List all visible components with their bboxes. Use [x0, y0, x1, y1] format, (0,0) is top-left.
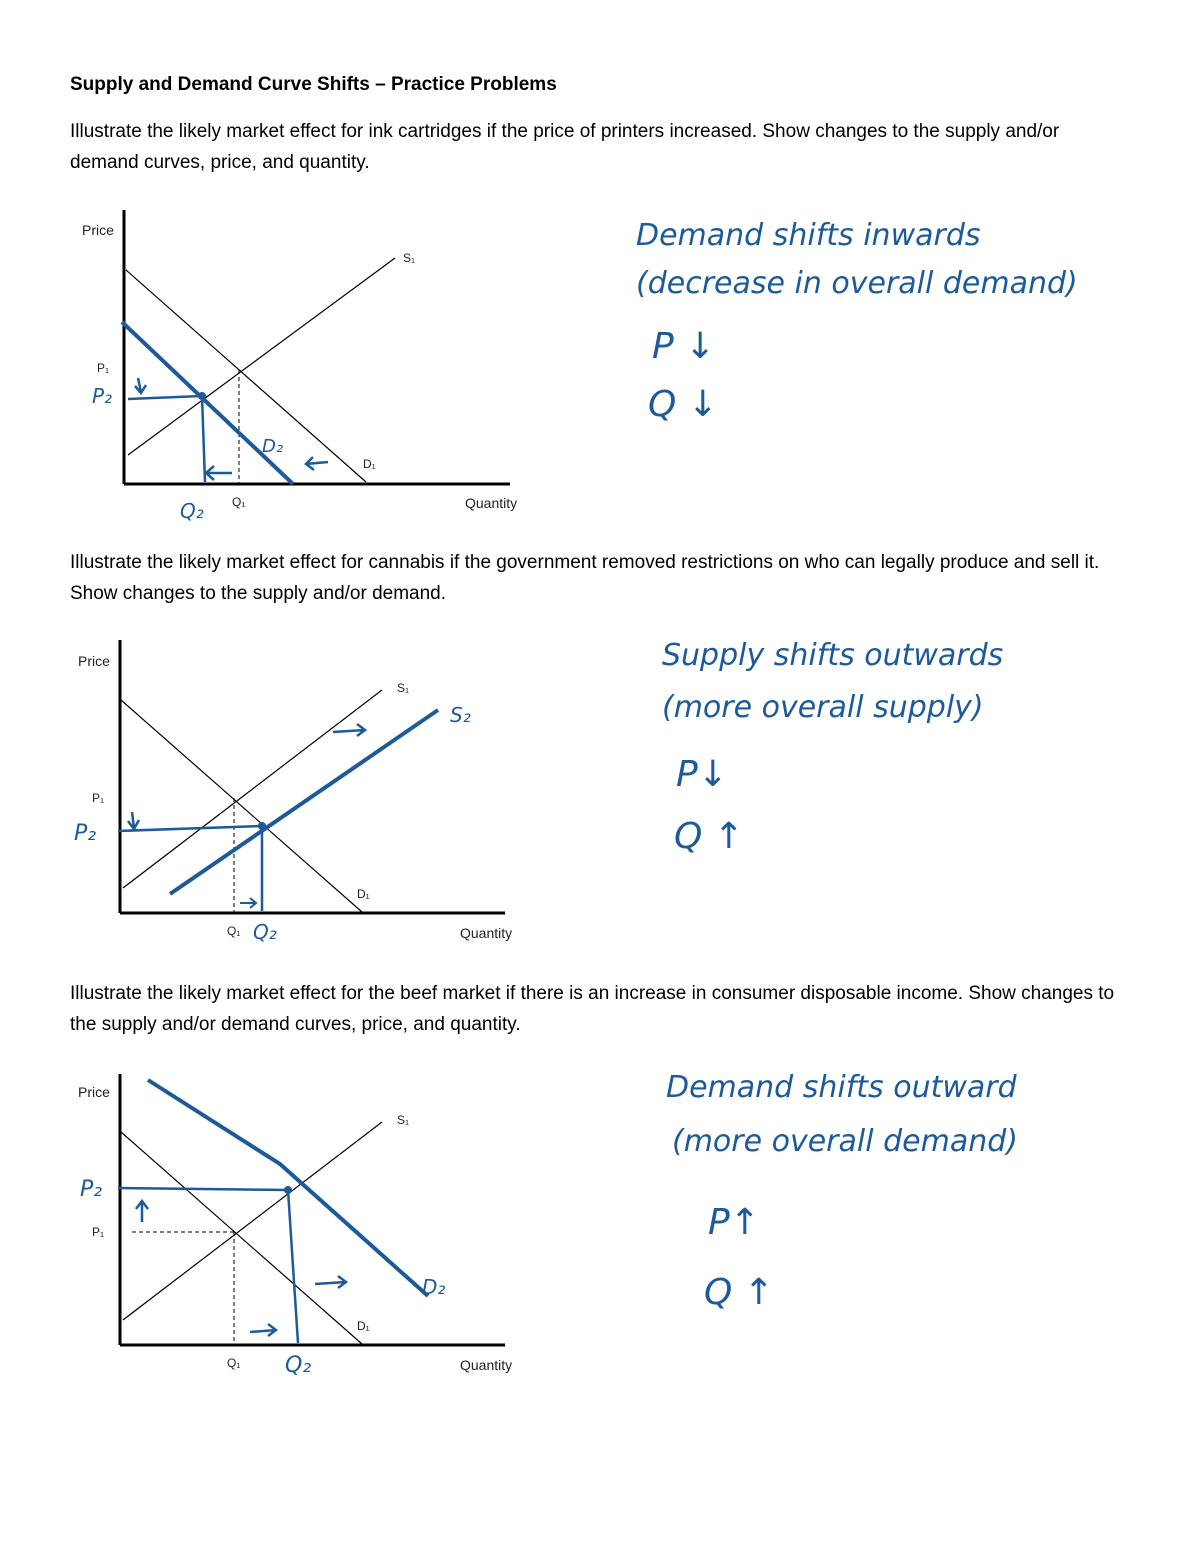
s2-handwritten-label: S₂ — [450, 703, 471, 727]
answer-1-quantity-effect: Q ↓ — [648, 384, 718, 425]
arrow-left-icon — [306, 457, 328, 470]
q2-handwritten-label: Q₂ — [253, 920, 277, 944]
p1-label: P₁ — [97, 361, 110, 375]
page-title: Supply and Demand Curve Shifts – Practice Problems — [70, 74, 557, 95]
p1-label: P₁ — [92, 1225, 105, 1239]
answer-1-line-1: Demand shifts inwards — [636, 218, 981, 253]
arrow-right-icon — [240, 898, 256, 908]
supply-curve-s1 — [123, 690, 382, 888]
demand-label: D₁ — [357, 1319, 370, 1333]
p2-line — [118, 1188, 288, 1190]
arrow-right-icon — [250, 1324, 276, 1336]
q1-label: Q₁ — [227, 924, 241, 938]
p2-line — [128, 396, 202, 399]
question-3: Illustrate the likely market effect for the beef market if there is an increase in consumer disposable income. Show changes to the supply and/or demand curves, price, and quantity. — [70, 983, 1115, 1035]
arrow-down-icon — [128, 812, 139, 829]
arrow-right-icon — [333, 724, 365, 736]
arrow-down-icon — [135, 378, 146, 393]
supply-label: S₁ — [403, 251, 416, 265]
arrow-right-icon — [315, 1276, 346, 1288]
answer-3-quantity-effect: Q ↑ — [704, 1272, 774, 1313]
y-axis-label: Price — [82, 222, 114, 238]
new-equilibrium-point — [258, 822, 266, 830]
answer-2-line-2: (more overall supply) — [662, 690, 984, 725]
q1-label: Q₁ — [232, 495, 246, 509]
new-equilibrium-point — [284, 1186, 292, 1194]
demand-curve-d1 — [121, 700, 362, 912]
question-2: Illustrate the likely market effect for cannabis if the government removed restrictions on who can legally produce and sell it. Show changes to the supply and/or demand. — [70, 552, 1100, 604]
demand-label: D₁ — [357, 887, 370, 901]
answer-3-line-2: (more overall demand) — [672, 1124, 1018, 1159]
x-axis-label: Quantity — [460, 925, 513, 941]
x-axis-label: Quantity — [460, 1357, 513, 1373]
graph-3 — [60, 1062, 560, 1392]
answer-2-quantity-effect: Q ↑ — [674, 816, 744, 857]
question-1: Illustrate the likely market effect for ink cartridges if the price of printers increased. Show changes to the supply and/or demand curves, price, and quantity. — [70, 121, 1060, 173]
demand-label: D₁ — [363, 457, 376, 471]
answer-2-price-effect: P↓ — [676, 754, 728, 795]
p2-handwritten-label: P₂ — [74, 821, 97, 846]
graph-2 — [60, 630, 560, 960]
arrow-up-icon — [136, 1201, 148, 1222]
y-axis-label: Price — [78, 1084, 110, 1100]
supply-curve-s2 — [170, 710, 438, 894]
q2-line — [288, 1190, 298, 1343]
answer-1-line-2: (decrease in overall demand) — [636, 266, 1078, 301]
p1-label: P₁ — [92, 791, 105, 805]
x-axis-label: Quantity — [465, 495, 518, 511]
supply-label: S₁ — [397, 1113, 410, 1127]
answer-3-price-effect: P↑ — [708, 1202, 760, 1243]
p2-handwritten-label: P₂ — [92, 384, 113, 408]
d2-handwritten-label: D₂ — [262, 436, 284, 457]
q2-handwritten-label: Q₂ — [285, 1353, 312, 1378]
answer-3-line-1: Demand shifts outward — [666, 1070, 1017, 1105]
new-equilibrium-point — [198, 392, 206, 400]
q2-handwritten-label: Q₂ — [180, 499, 204, 523]
p2-line — [118, 826, 262, 831]
answer-2-line-1: Supply shifts outwards — [662, 638, 1004, 673]
q2-line — [202, 396, 205, 482]
supply-label: S₁ — [397, 681, 410, 695]
q1-label: Q₁ — [227, 1356, 241, 1370]
d2-handwritten-label: D₂ — [422, 1275, 446, 1299]
supply-curve-s1 — [128, 258, 395, 455]
demand-curve-d1 — [121, 1132, 362, 1344]
y-axis-label: Price — [78, 653, 110, 669]
answer-1-price-effect: P ↓ — [652, 326, 716, 367]
p2-handwritten-label: P₂ — [80, 1177, 103, 1202]
demand-curve-d2 — [122, 322, 293, 484]
arrow-left-icon — [206, 466, 232, 480]
graph-1 — [60, 200, 560, 530]
demand-curve-d1 — [126, 270, 366, 482]
